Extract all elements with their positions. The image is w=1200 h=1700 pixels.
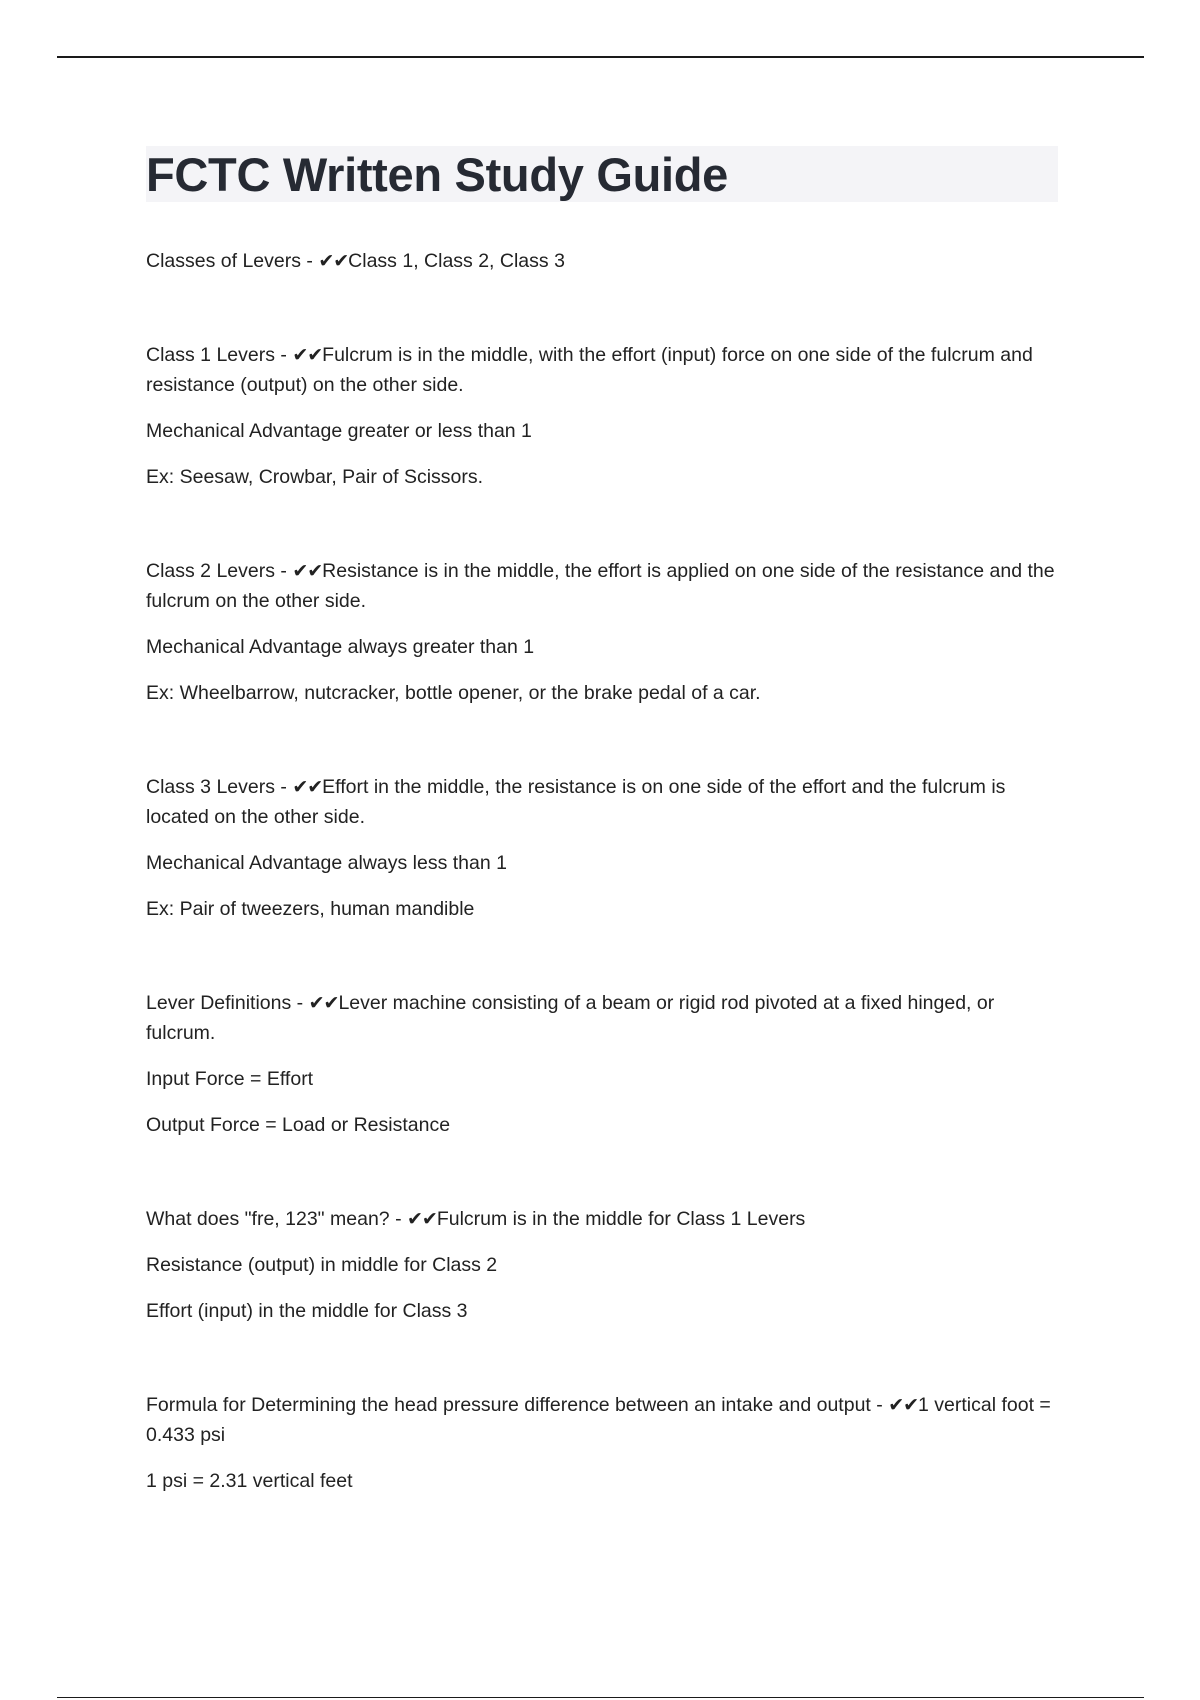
flashcard-entry (146, 246, 1058, 276)
flashcard-question-answer (146, 246, 1058, 276)
flashcard-answer: Class 1, Class 2, Class 3 (348, 250, 565, 272)
flashcard-entry (146, 988, 1058, 1140)
page-title: FCTC Written Study Guide (146, 147, 729, 201)
flashcard-entry (146, 340, 1058, 492)
flashcard-detail-line: Ex: Seesaw, Crowbar, Pair of Scissors. (146, 466, 484, 488)
flashcard-question-answer (146, 1204, 1058, 1234)
flashcard-entry (146, 1390, 1058, 1496)
title-banner (146, 146, 1058, 202)
term-separator: - (274, 344, 293, 366)
flashcard-term: Formula for Determining the head pressure difference between an intake and output (146, 1394, 871, 1416)
flashcard-answer: Lever machine consisting of a beam or rigid rod pivoted at a fixed hinged, or fulcrum. (146, 992, 995, 1044)
term-separator: - (389, 1208, 407, 1230)
flashcard-question-answer (146, 1390, 1058, 1450)
term-separator: - (274, 776, 293, 798)
document-body (146, 146, 1058, 1560)
flashcard-entry (146, 1204, 1058, 1326)
double-checkmark-icon: ✔✔ (292, 560, 323, 582)
double-checkmark-icon: ✔✔ (407, 1208, 437, 1230)
flashcard-term: Class 2 Levers (146, 560, 275, 582)
flashcard-term: What does "fre, 123" mean? (146, 1208, 390, 1230)
flashcard-answer: Resistance is in the middle, the effort is applied on one side of the resistance and the fulcrum on the other side. (146, 560, 1055, 612)
double-checkmark-icon: ✔✔ (308, 992, 339, 1014)
double-checkmark-icon: ✔✔ (292, 776, 323, 798)
double-checkmark-icon: ✔✔ (292, 344, 323, 366)
flashcard-question-answer (146, 556, 1058, 616)
flashcard-answer: Effort in the middle, the resistance is on one side of the effort and the fulcrum is located on the other side. (146, 776, 1006, 828)
flashcard-detail-line: Input Force = Effort (146, 1068, 314, 1090)
flashcard-detail-line: Resistance (output) in middle for Class 2 (146, 1254, 498, 1276)
flashcard-question-answer (146, 340, 1058, 400)
flashcard-entry (146, 772, 1058, 924)
flashcard-term: Class 3 Levers (146, 776, 275, 798)
flashcard-term: Class 1 Levers (146, 344, 275, 366)
flashcard-question-answer (146, 988, 1058, 1048)
term-separator: - (300, 250, 319, 272)
flashcard-detail-line: Mechanical Advantage always greater than 1 (146, 636, 535, 658)
term-separator: - (291, 992, 309, 1014)
flashcard-question-answer (146, 772, 1058, 832)
flashcard-detail-line: Mechanical Advantage greater or less than 1 (146, 420, 532, 442)
flashcard-answer: 1 vertical foot = 0.433 psi (146, 1394, 1051, 1446)
flashcard-detail-line: Ex: Wheelbarrow, nutcracker, bottle opener, or the brake pedal of a car. (146, 682, 761, 704)
top-rule (57, 56, 1144, 58)
flashcard-detail-line: Effort (input) in the middle for Class 3 (146, 1300, 468, 1322)
double-checkmark-icon: ✔✔ (318, 250, 349, 272)
flashcard-detail-line: Output Force = Load or Resistance (146, 1114, 451, 1136)
flashcard-answer: Fulcrum is in the middle, with the effort (input) force on one side of the fulcrum and resistance (output) on the other side. (146, 344, 1033, 396)
double-checkmark-icon: ✔✔ (888, 1394, 919, 1416)
flashcard-entry (146, 556, 1058, 708)
flashcard-detail-line: Ex: Pair of tweezers, human mandible (146, 898, 475, 920)
term-separator: - (870, 1394, 889, 1416)
term-separator: - (274, 560, 293, 582)
flashcard-term: Lever Definitions (146, 992, 292, 1014)
flashcard-detail-line: Mechanical Advantage always less than 1 (146, 852, 507, 874)
bottom-rule (57, 1697, 1144, 1698)
flashcard-term: Classes of Levers (146, 250, 301, 272)
flashcard-detail-line: 1 psi = 2.31 vertical feet (146, 1470, 353, 1492)
flashcard-list (146, 246, 1058, 1496)
flashcard-answer: Fulcrum is in the middle for Class 1 Levers (436, 1208, 806, 1230)
